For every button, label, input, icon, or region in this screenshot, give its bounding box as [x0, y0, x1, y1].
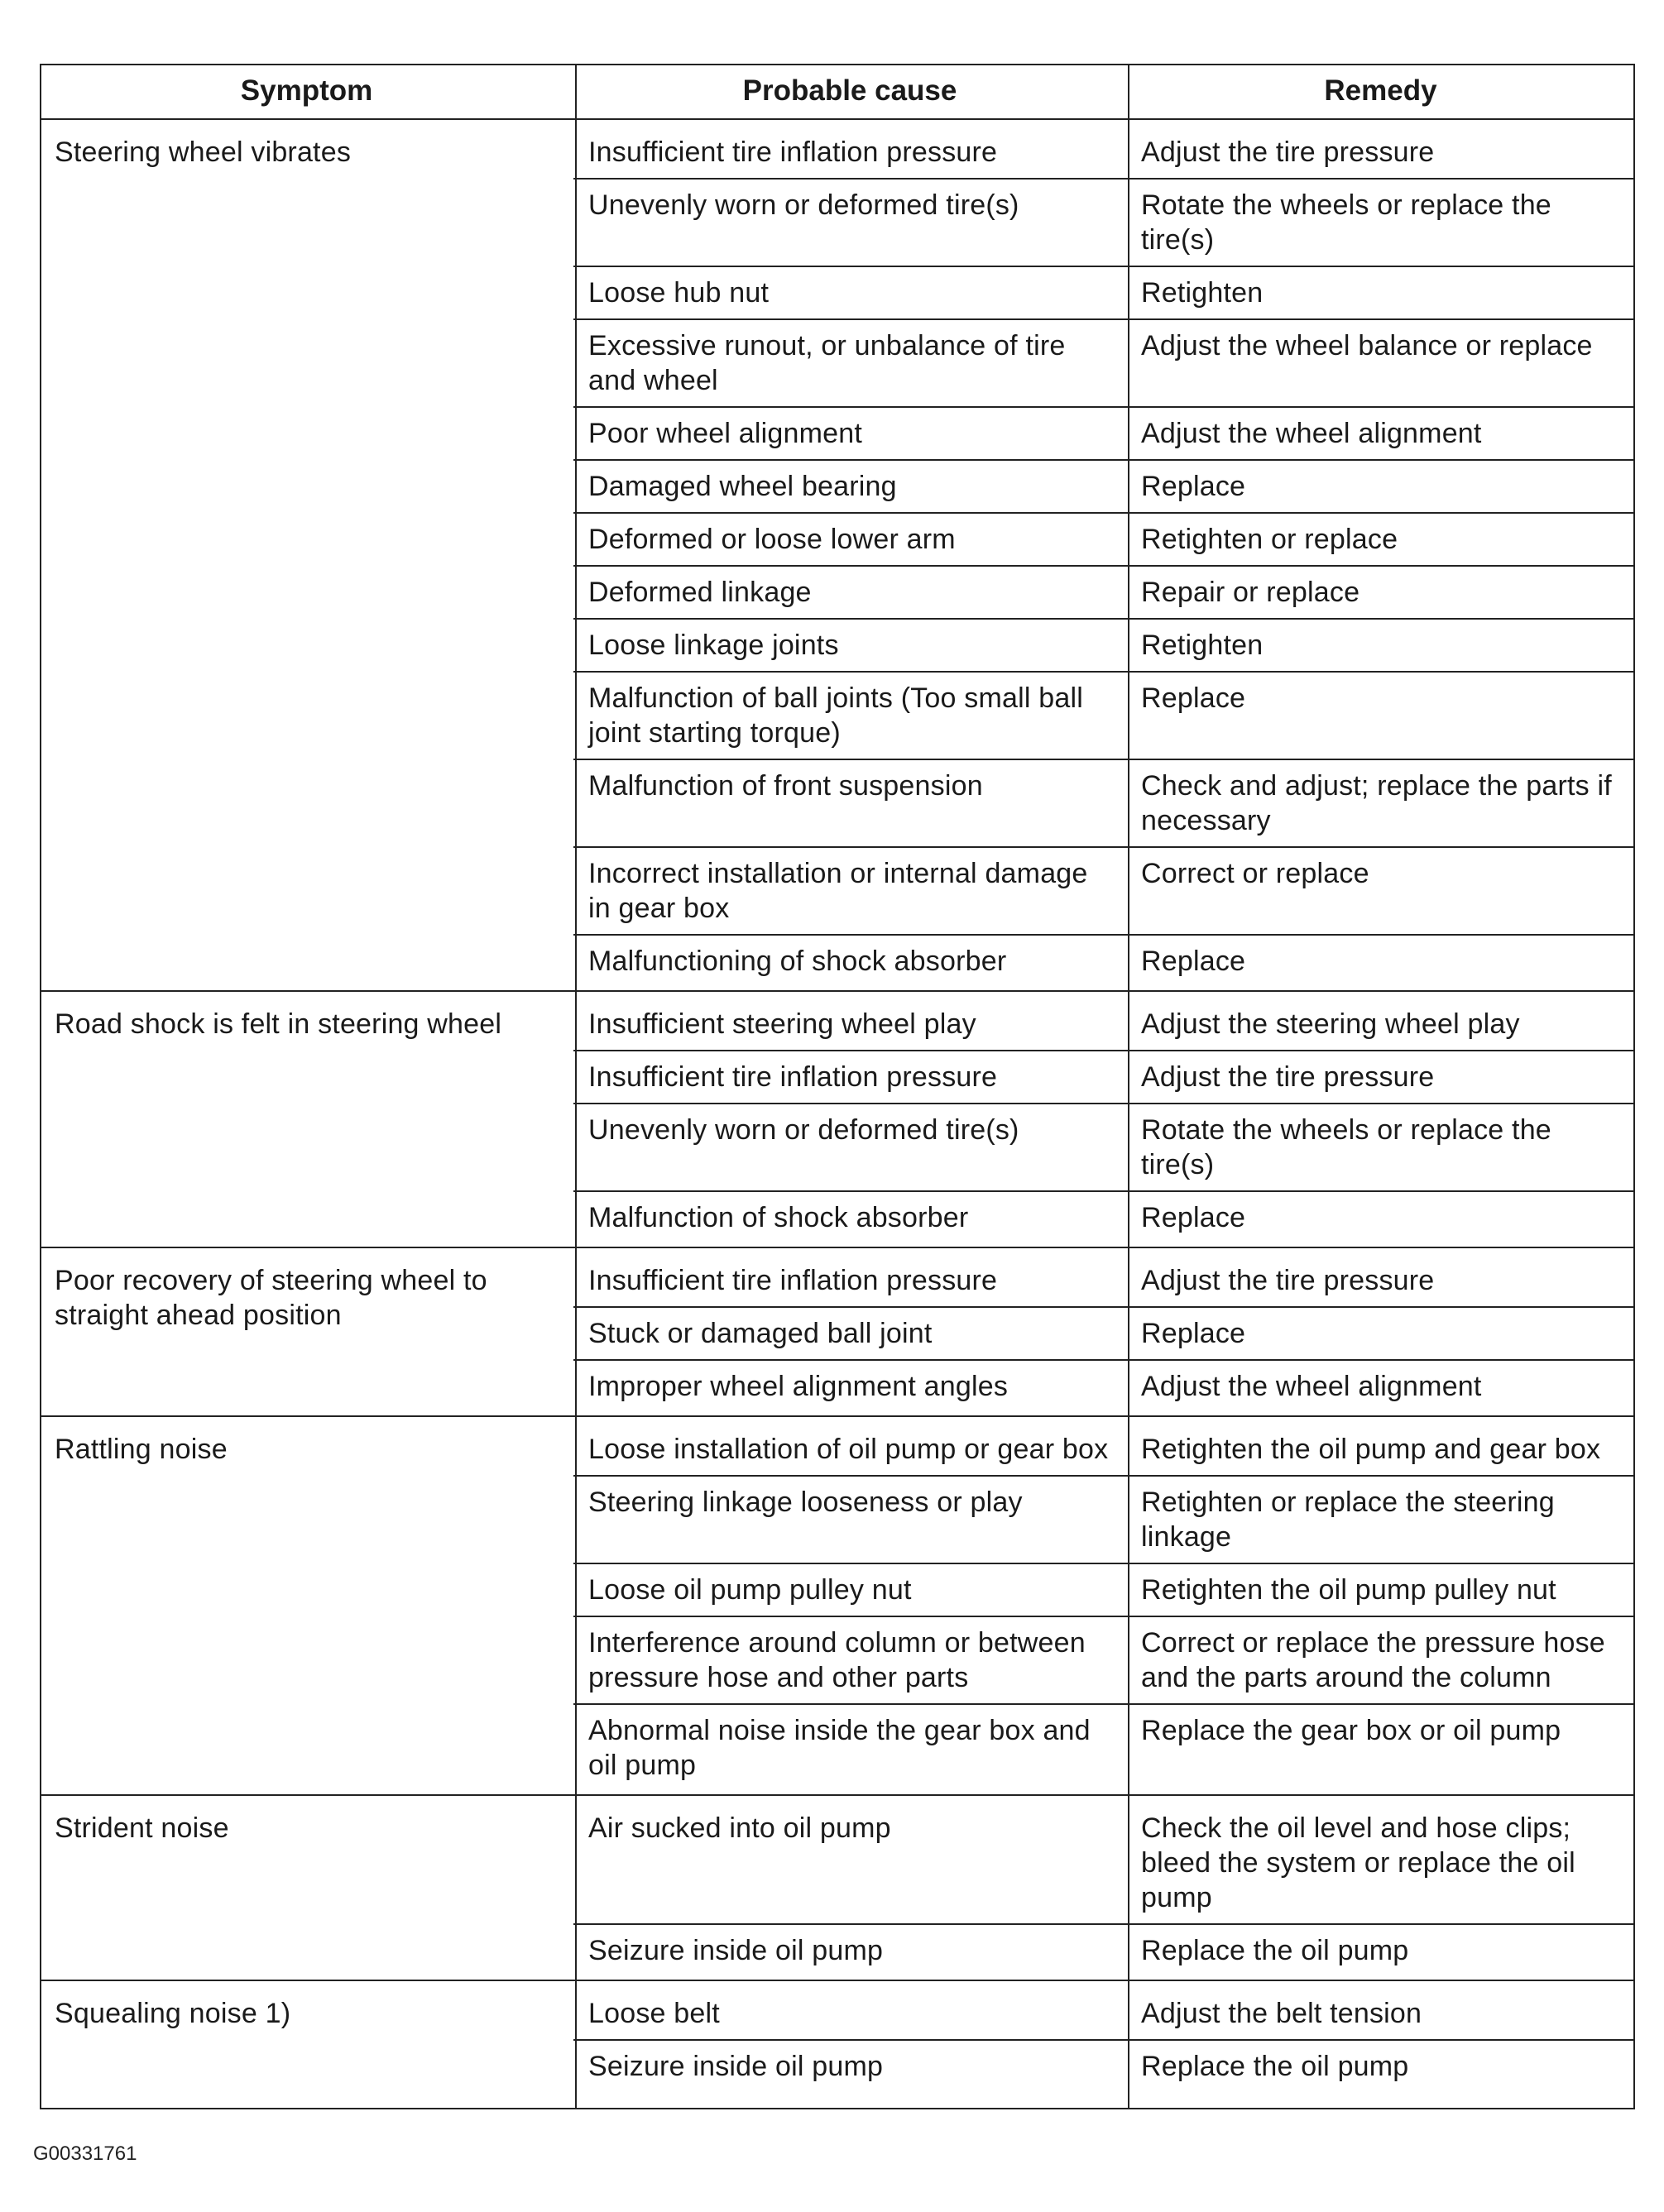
symptom-cell: Road shock is felt in steering wheel [40, 991, 573, 1247]
cause-cell: Improper wheel alignment angles [573, 1360, 1126, 1416]
symptom-group [40, 1416, 1635, 1795]
symptom-group [40, 991, 1635, 1247]
table-row [40, 1795, 1635, 1924]
cause-cell: Unevenly worn or deformed tire(s) [573, 179, 1126, 266]
cause-cell: Abnormal noise inside the gear box and oil pump [573, 1704, 1126, 1795]
cause-cell: Damaged wheel bearing [573, 460, 1126, 513]
symptom-cell: Rattling noise [40, 1416, 573, 1795]
cause-cell: Poor wheel alignment [573, 407, 1126, 460]
cause-cell: Insufficient tire inflation pressure [573, 1247, 1126, 1307]
remedy-cell: Repair or replace [1126, 566, 1635, 619]
symptom-cell: Poor recovery of steering wheel to straight ahead position [40, 1247, 573, 1416]
remedy-cell: Adjust the wheel alignment [1126, 1360, 1635, 1416]
cause-cell: Insufficient steering wheel play [573, 991, 1126, 1051]
cause-cell: Stuck or damaged ball joint [573, 1307, 1126, 1360]
remedy-cell: Replace [1126, 460, 1635, 513]
remedy-cell: Check the oil level and hose clips; bleed the system or replace the oil pump [1126, 1795, 1635, 1924]
symptom-cell: Steering wheel vibrates [40, 119, 573, 991]
remedy-cell: Replace [1126, 1307, 1635, 1360]
remedy-cell: Rotate the wheels or replace the tire(s) [1126, 179, 1635, 266]
remedy-header: Remedy [1126, 64, 1635, 119]
remedy-cell: Adjust the tire pressure [1126, 1247, 1635, 1307]
cause-cell: Loose linkage joints [573, 619, 1126, 672]
table-row [40, 1416, 1635, 1476]
remedy-cell: Adjust the tire pressure [1126, 119, 1635, 179]
remedy-cell: Adjust the tire pressure [1126, 1051, 1635, 1104]
cause-cell: Malfunction of shock absorber [573, 1191, 1126, 1247]
cause-cell: Loose oil pump pulley nut [573, 1563, 1126, 1616]
remedy-cell: Replace the gear box or oil pump [1126, 1704, 1635, 1795]
symptom-cell: Strident noise [40, 1795, 573, 1980]
remedy-cell: Retighten the oil pump and gear box [1126, 1416, 1635, 1476]
cause-cell: Insufficient tire inflation pressure [573, 1051, 1126, 1104]
cause-cell: Interference around column or between pressure hose and other parts [573, 1616, 1126, 1704]
remedy-cell: Replace [1126, 1191, 1635, 1247]
cause-cell: Unevenly worn or deformed tire(s) [573, 1104, 1126, 1191]
table-row [40, 119, 1635, 179]
cause-cell: Loose installation of oil pump or gear box [573, 1416, 1126, 1476]
table-row [40, 991, 1635, 1051]
remedy-cell: Check and adjust; replace the parts if necessary [1126, 759, 1635, 847]
troubleshooting-table [40, 64, 1635, 2095]
symptom-cell: Squealing noise 1) [40, 1980, 573, 2095]
remedy-cell: Correct or replace [1126, 847, 1635, 935]
probable-cause-header: Probable cause [573, 64, 1126, 119]
remedy-cell: Replace the oil pump [1126, 2040, 1635, 2095]
remedy-cell: Retighten or replace [1126, 513, 1635, 566]
table-row [40, 1980, 1635, 2040]
remedy-cell: Rotate the wheels or replace the tire(s) [1126, 1104, 1635, 1191]
cause-cell: Deformed linkage [573, 566, 1126, 619]
remedy-cell: Adjust the steering wheel play [1126, 991, 1635, 1051]
remedy-cell: Adjust the wheel alignment [1126, 407, 1635, 460]
remedy-cell: Retighten [1126, 619, 1635, 672]
remedy-cell: Adjust the belt tension [1126, 1980, 1635, 2040]
header-row [40, 64, 1635, 119]
cause-cell: Steering linkage looseness or play [573, 1476, 1126, 1563]
cause-cell: Seizure inside oil pump [573, 2040, 1126, 2095]
cause-cell: Malfunctioning of shock absorber [573, 935, 1126, 991]
cause-cell: Loose hub nut [573, 266, 1126, 319]
figure-id: G00331761 [33, 2143, 137, 2165]
remedy-cell: Retighten [1126, 266, 1635, 319]
remedy-cell: Replace [1126, 935, 1635, 991]
cause-cell: Incorrect installation or internal damage in gear box [573, 847, 1126, 935]
cause-cell: Air sucked into oil pump [573, 1795, 1126, 1924]
table-row [40, 1247, 1635, 1307]
remedy-cell: Replace the oil pump [1126, 1924, 1635, 1980]
remedy-cell: Correct or replace the pressure hose and the parts around the column [1126, 1616, 1635, 1704]
cause-cell: Deformed or loose lower arm [573, 513, 1126, 566]
cause-cell: Loose belt [573, 1980, 1126, 2040]
cause-cell: Malfunction of ball joints (Too small ball joint starting torque) [573, 672, 1126, 759]
symptom-group [40, 119, 1635, 991]
cause-cell: Insufficient tire inflation pressure [573, 119, 1126, 179]
symptom-group [40, 1980, 1635, 2095]
remedy-cell: Retighten the oil pump pulley nut [1126, 1563, 1635, 1616]
remedy-cell: Retighten or replace the steering linkage [1126, 1476, 1635, 1563]
symptom-group [40, 1247, 1635, 1416]
symptom-header: Symptom [40, 64, 573, 119]
cause-cell: Excessive runout, or unbalance of tire and wheel [573, 319, 1126, 407]
symptom-group [40, 1795, 1635, 1980]
cause-cell: Seizure inside oil pump [573, 1924, 1126, 1980]
remedy-cell: Adjust the wheel balance or replace [1126, 319, 1635, 407]
cause-cell: Malfunction of front suspension [573, 759, 1126, 847]
remedy-cell: Replace [1126, 672, 1635, 759]
